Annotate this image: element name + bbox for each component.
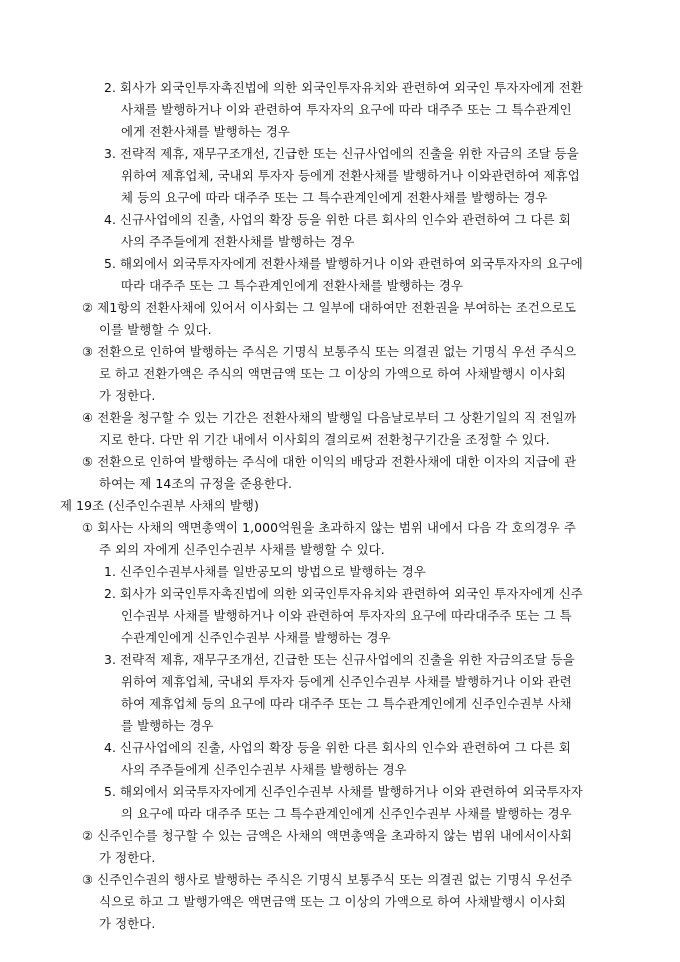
- text-line: 위하여 제휴업체, 국내외 투자자 등에게 전환사채를 발행하거나 이와관련하여 제휴업: [121, 168, 580, 183]
- text-line: 지로 한다. 다만 위 기간 내에서 이사회의 결의로써 전환청구기간을 조정할 수 있다.: [99, 432, 550, 447]
- text-line: 인수권부 사채를 발행하거나 이와 관련하여 투자자의 요구에 따라대주주 또는 그 특: [121, 608, 572, 623]
- text-line: 3. 전략적 제휴, 재무구조개선, 긴급한 또는 신규사업에의 진출을 위한 자금의 조달 등을: [104, 146, 579, 161]
- text-line: ⑤ 전환으로 인하여 발행하는 주식에 대한 이익의 배당과 전환사채에 대한 이자의 지급에 관: [82, 454, 577, 469]
- text-line: 사의 주주들에게 신주인수권부 사채를 발행하는 경우: [121, 762, 407, 777]
- text-line: ③ 신주인수권의 행사로 발행하는 주식은 기명식 보통주식 또는 의결권 없는 기명식 우선주: [82, 872, 573, 887]
- text-line: 사채를 발행하거나 이와 관련하여 투자자의 요구에 따라 대주주 또는 그 특수관계인: [121, 102, 572, 117]
- text-line: 수관계인에게 신주인수권부 사채를 발행하는 경우: [121, 630, 391, 645]
- text-line: ③ 전환으로 인하여 발행하는 주식은 기명식 보통주식 또는 의결권 없는 기명식 우선 주식으: [82, 344, 577, 359]
- text-line: 4. 신규사업에의 진출, 사업의 확장 등을 위한 다른 회사의 인수와 관련하여 그 다른 회: [104, 212, 571, 227]
- text-line: 2. 회사가 외국인투자촉진법에 의한 외국인투자유치와 관련하여 외국인 투자자에게 전환: [104, 80, 583, 95]
- text-line: 식으로 하고 그 발행가액은 액면금액 또는 그 이상의 가액으로 하여 사채발행시 이사회: [99, 894, 566, 909]
- text-line: 가 정한다.: [99, 850, 156, 865]
- text-line: 이를 발행할 수 있다.: [99, 322, 212, 337]
- text-line: 의 요구에 따라 대주주 또는 그 특수관계인에게 신주인수권부 사채를 발행하는 경우: [121, 806, 572, 821]
- text-line: 5. 해외에서 외국투자자에게 전환사채를 발행하거나 이와 관련하여 외국투자자의 요구에: [104, 256, 583, 271]
- text-line: 로 하고 전환가액은 주식의 액면금액 또는 그 이상의 가액으로 하여 사채발행시 이사회: [99, 366, 566, 381]
- article-heading: 제 19조 (신주인수권부 사채의 발행): [60, 498, 259, 513]
- text-line: 하여는 제 14조의 규정을 준용한다.: [99, 476, 293, 491]
- text-line: 에게 전환사채를 발행하는 경우: [121, 124, 291, 139]
- text-line: ④ 전환을 청구할 수 있는 기간은 전환사채의 발행일 다음날로부터 그 상환기일의 직 전일까: [82, 410, 577, 425]
- text-line: ② 신주인수를 청구할 수 있는 금액은 사채의 액면총액을 초과하지 않는 범위 내에서이사회: [82, 828, 573, 843]
- text-line: 5. 해외에서 외국투자자에게 신주인수권부 사채를 발행하거나 이와 관련하여 외국투자자: [104, 784, 583, 799]
- text-line: 따라 대주주 또는 그 특수관계인에게 전환사채를 발행하는 경우: [121, 278, 464, 293]
- text-line: 3. 전략적 제휴, 재무구조개선, 긴급한 또는 신규사업에의 진출을 위한 자금의조달 등을: [104, 652, 575, 667]
- text-line: 하여 제휴업체 등의 요구에 따라 대주주 또는 그 특수관계인에게 신주인수권부 사채: [121, 696, 572, 711]
- text-line: 2. 회사가 외국인투자촉진법에 의한 외국인투자유치와 관련하여 외국인 투자자에게 신주: [104, 586, 583, 601]
- text-line: 사의 주주들에게 전환사채를 발행하는 경우: [121, 234, 355, 249]
- text-line: 가 정한다.: [99, 916, 156, 931]
- text-line: ① 회사는 사채의 액면총액이 1,000억원을 초과하지 않는 범위 내에서 다음 각 호의경우 주: [82, 520, 576, 535]
- text-line: 위하여 제휴업체, 국내외 투자자 등에게 신주인수권부 사채를 발행하거나 이와 관련: [121, 674, 572, 689]
- text-line: 체 등의 요구에 따라 대주주 또는 그 특수관계인에게 전환사채를 발행하는 경우: [121, 190, 548, 205]
- text-line: 4. 신규사업에의 진출, 사업의 확장 등을 위한 다른 회사의 인수와 관련하여 그 다른 회: [104, 740, 571, 755]
- text-line: 주 외의 자에게 신주인수권부 사채를 발행할 수 있다.: [99, 542, 385, 557]
- text-line: 를 발행하는 경우: [121, 718, 214, 733]
- text-line: ② 제1항의 전환사채에 있어서 이사회는 그 일부에 대하여만 전환권을 부여하는 조건으로도: [82, 300, 577, 315]
- text-line: 1. 신주인수권부사채를 일반공모의 방법으로 발행하는 경우: [104, 564, 426, 579]
- text-line: 가 정한다.: [99, 388, 156, 403]
